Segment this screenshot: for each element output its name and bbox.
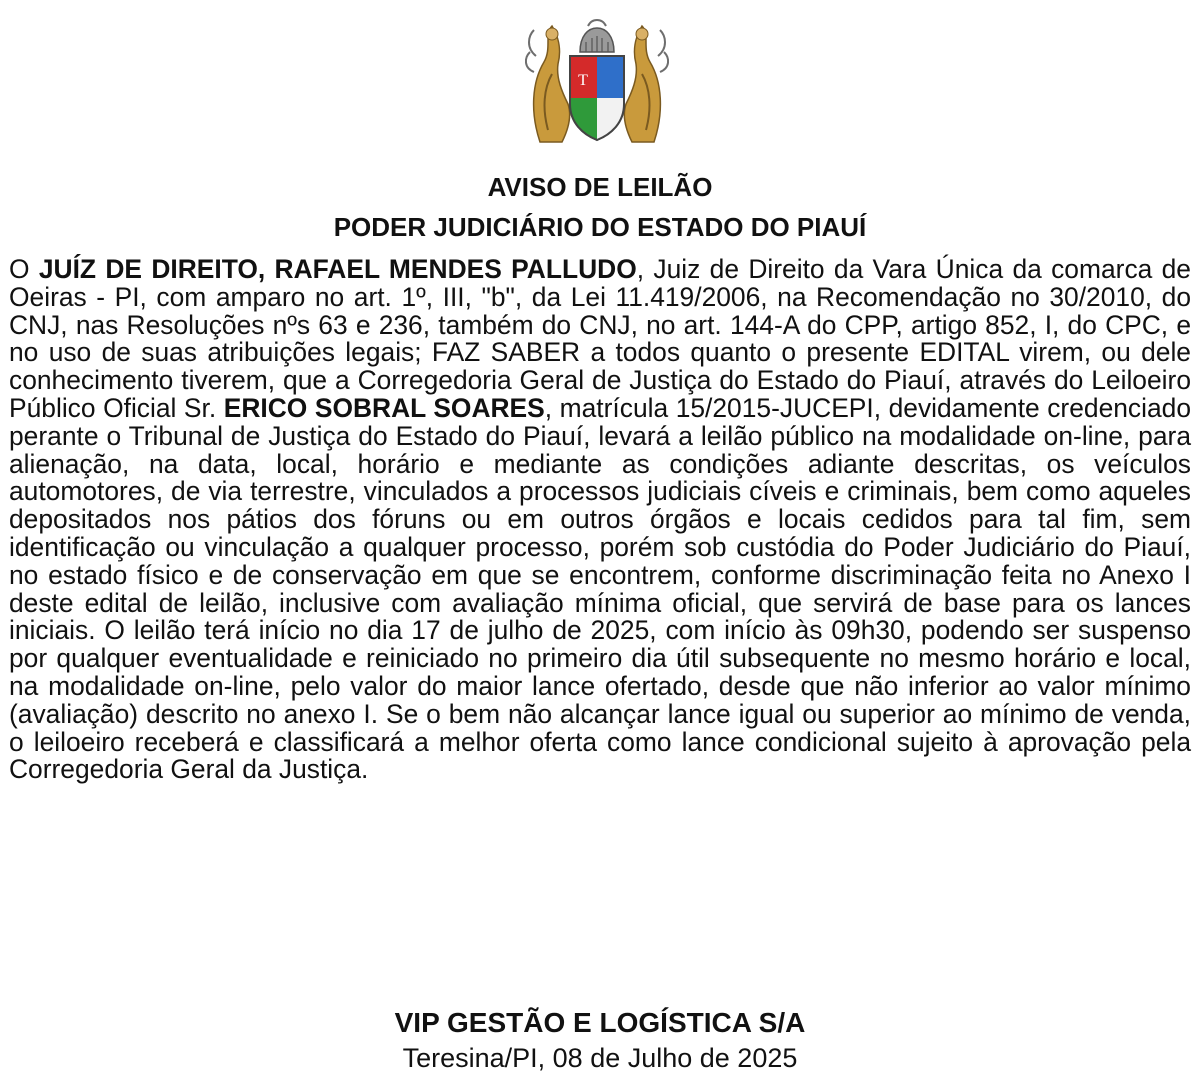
auctioneer-name: ERICO SOBRAL SOARES (223, 392, 545, 423)
notice-body (9, 256, 1191, 784)
notice-title: AVISO DE LEILÃO (487, 172, 713, 202)
place-date: Teresina/PI, 08 de Julho de 2025 (402, 1043, 798, 1073)
judge-name: JUÍZ DE DIREITO, RAFAEL MENDES PALLUDO (38, 254, 637, 284)
body-part-2: , matrícula 15/2015-JUCEPI, devidamente credenciado perante o Tribunal de Justiça do Estado do Piauí, levará a leilão público na modalidade on-line, para alienação, na data, local, horário e mediante as condições adiante descritas, os veículos automotores, de via terrestre, vinculados a processos judiciais cíveis e criminais, bem como aqueles depositados nos pátios dos fóruns ou em outros órgãos e locais cedidos para tal fim, sem identificação ou vinculação a qualquer processo, porém sob custódia do Poder Judiciário do Piauí, no estado físico e de conservação em que se encontrem, conforme discriminação feita no Anexo I deste edital de leilão, inclusive com avaliação mínima oficial, que servirá de base para os lances iniciais. O leilão terá início no dia 17 de julho de 2025, com início às 09h30, podendo ser suspenso por qualquer eventualidade e reiniciado no primeiro dia útil subsequente no mesmo horário e local, na modalidade on-line, pelo valor do maior lance ofertado, desde que não inferior ao valor mínimo (avaliação) descrito no anexo I. Se o bem não alcançar lance igual ou superior ao mínimo de venda, o leiloeiro receberá e classificará a melhor oferta como lance condicional sujeito à aprovação pela Corregedoria Geral da Justiça. (9, 392, 1192, 785)
crest-letter: T (578, 72, 588, 89)
body-prefix: O (9, 254, 39, 284)
coat-of-arms-icon (522, 12, 672, 150)
body-part-1: , Juiz de Direito da Vara Única da comarca de Oeiras - PI, com amparo no art. 1º, III, "b", da Lei 11.419/2006, na Recomendação no 30/2010, do CNJ, nas Resoluções nºs 63 e 236, também do CNJ, no art. 144-A do CPP, artigo 852, I, do CPC, e no uso de suas atribuições legais; FAZ SABER a todos quanto o presente EDITAL virem, ou dele conhecimento tiverem, que a Corregedoria Geral de Justiça do Estado do Piauí, através do Leiloeiro Público Oficial Sr. (9, 254, 1191, 423)
notice-subtitle: PODER JUDICIÁRIO DO ESTADO DO PIAUÍ (333, 212, 867, 242)
company-name: VIP GESTÃO E LOGÍSTICA S/A (394, 1007, 806, 1038)
